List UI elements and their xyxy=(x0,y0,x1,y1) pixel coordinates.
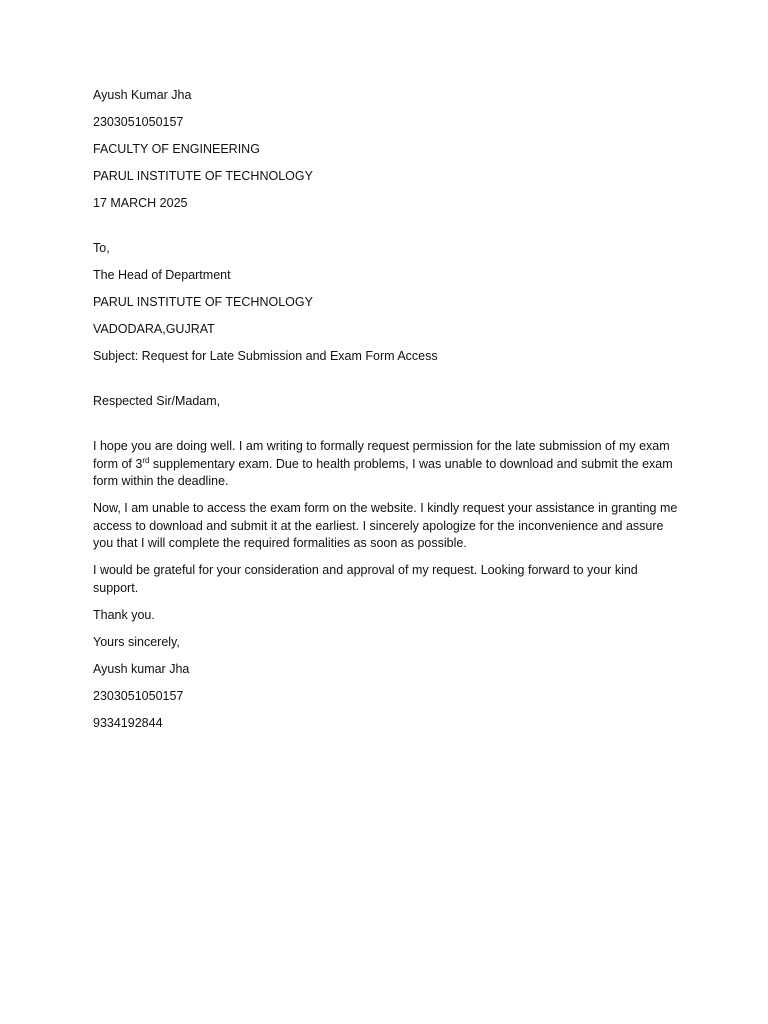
signature-phone: 9334192844 xyxy=(93,715,163,730)
body-paragraph-1 xyxy=(93,438,678,491)
signature-enrollment: 2303051050157 xyxy=(93,688,184,703)
recipient-address: VADODARA,GUJRAT xyxy=(93,322,215,336)
sender-block xyxy=(93,87,678,213)
closing-thanks: Thank you. xyxy=(93,607,155,622)
spacer xyxy=(93,375,678,393)
letter-body xyxy=(93,438,678,597)
recipient-to: To, xyxy=(93,241,110,255)
body-paragraph-1-start: I hope you are doing well. I am writing to formally request permission for the late submission of my exam form of 3 xyxy=(93,439,670,471)
closing-sign-off: Yours sincerely, xyxy=(93,634,180,649)
sender-faculty: FACULTY OF ENGINEERING xyxy=(93,142,260,156)
letter-date: 17 MARCH 2025 xyxy=(93,196,188,210)
body-paragraph-2: Now, I am unable to access the exam form on the website. I kindly request your assistance in granting me access to download and submit it at the earliest. I sincerely apologize for the inconvenience and assure you that I will complete the required formalities as soon as possible. xyxy=(93,501,678,550)
sender-enrollment: 2303051050157 xyxy=(93,115,184,129)
body-paragraph-1-end: supplementary exam. Due to health problems, I was unable to download and submit the exam form within the deadline. xyxy=(93,456,673,488)
signature-name: Ayush kumar Jha xyxy=(93,661,190,676)
recipient-block xyxy=(93,240,678,366)
sender-institute: PARUL INSTITUTE OF TECHNOLOGY xyxy=(93,169,313,183)
recipient-institute: PARUL INSTITUTE OF TECHNOLOGY xyxy=(93,295,313,309)
letter-subject: Subject: Request for Late Submission and Exam Form Access xyxy=(93,349,438,363)
letter-content xyxy=(93,87,678,742)
recipient-title: The Head of Department xyxy=(93,268,231,282)
letter-greeting: Respected Sir/Madam, xyxy=(93,394,221,408)
body-paragraph-3: I would be grateful for your consideration and approval of my request. Looking forward to your kind support. xyxy=(93,563,638,595)
closing-block xyxy=(93,607,678,733)
ordinal-suffix: rd xyxy=(142,455,150,465)
sender-name: Ayush Kumar Jha xyxy=(93,88,192,102)
spacer xyxy=(93,222,678,240)
spacer xyxy=(93,420,678,438)
